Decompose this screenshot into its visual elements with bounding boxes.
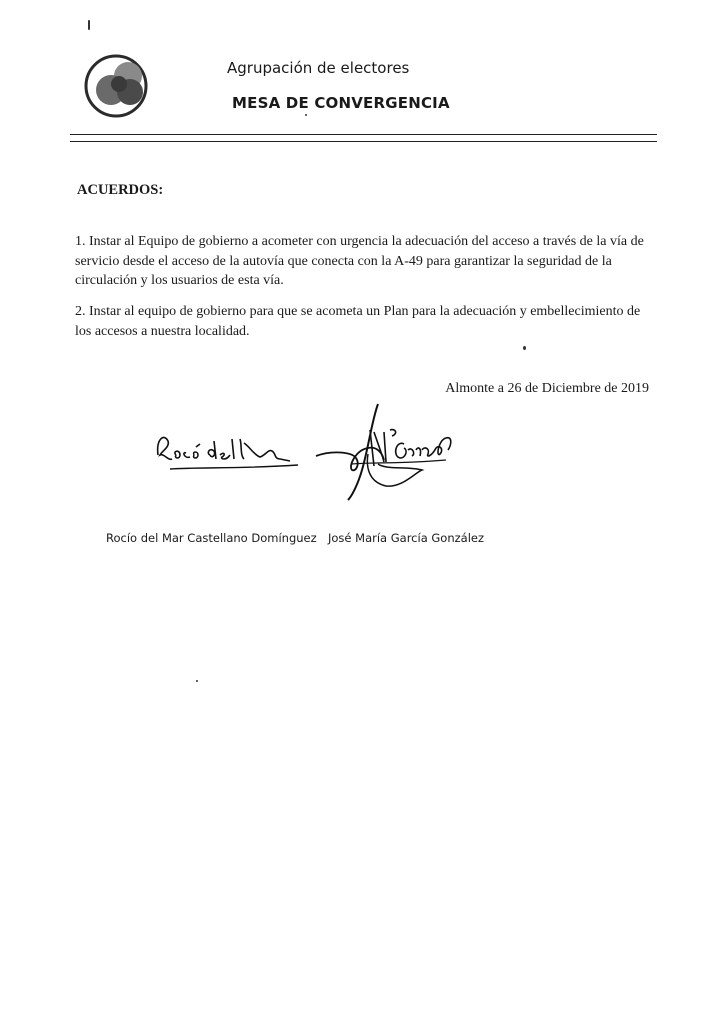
- overlapping-circles-logo-icon: [78, 52, 158, 120]
- signature-jose-maria: [312, 400, 462, 505]
- header-divider-bottom: [70, 141, 657, 142]
- scan-speck: [196, 680, 198, 682]
- agreement-2: 2. Instar al equipo de gobierno para que se acometa un Plan para la adecuación y embellecimiento de los accesos a nuestra localidad.: [75, 304, 641, 339]
- scan-speck: [523, 346, 526, 350]
- org-name-line2: MESA DE CONVERGENCIA: [232, 94, 450, 112]
- signer-name-1: Rocío del Mar Castellano Domínguez: [106, 531, 317, 545]
- scan-speck: [305, 114, 307, 116]
- place-date: Almonte a 26 de Diciembre de 2019: [445, 381, 649, 396]
- org-name-line1: Agrupación de electores: [227, 59, 410, 77]
- header-divider-top: [70, 134, 657, 135]
- signer-name-2: José María García González: [328, 531, 485, 545]
- signature-rocio: [150, 425, 300, 475]
- agreement-1: 1. Instar al Equipo de gobierno a acometer con urgencia la adecuación del acceso a través de la vía de servicio desde el acceso de la autovía que conecta con la A-49 para garantizar la seguridad de la circulación y los usuarios de esta vía.: [75, 234, 644, 288]
- scan-speck: [88, 20, 90, 30]
- section-title: ACUERDOS:: [77, 182, 164, 198]
